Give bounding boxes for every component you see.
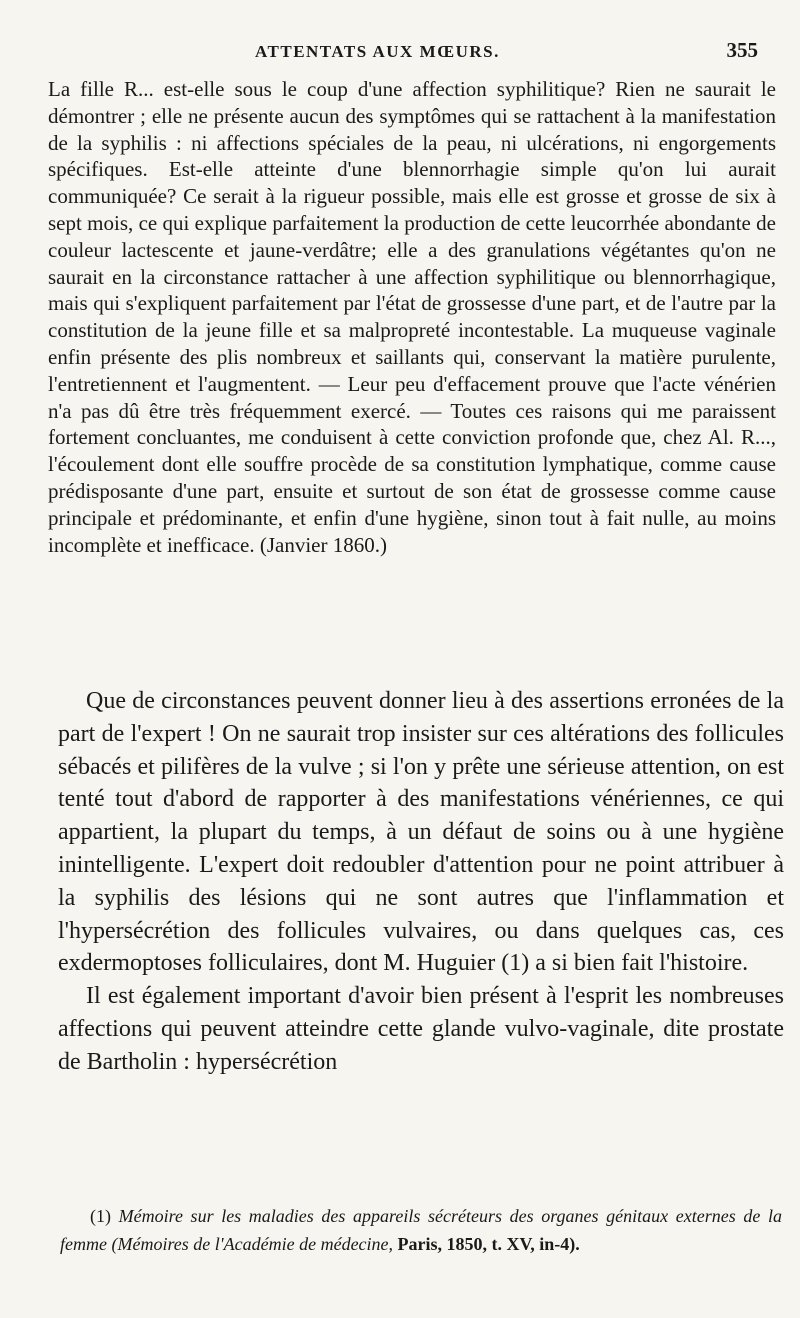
footnote-mark: (1) [90, 1206, 111, 1226]
body-paragraph-1: Que de circonstances peuvent donner lieu à des assertions erronées de la part de l'expert ! On ne saurait trop insister sur ces altérations des follicules sébacés et pilifères de la vulve ; si l'on y prête une sérieuse attention, on est tenté tout d'abord de rapporter à des manifestations vénériennes, ce qui appartient, la plupart du temps, à un défaut de soins ou à une hygiène inintelligente. L'expert doit redoubler d'attention pour ne point attribuer à la syphilis des lésions qui ne sont autres que l'inflammation et l'hypersécrétion des follicules vulvaires, ou dans quelques cas, ces exdermoptoses folliculaires, dont M. Huguier (1) a si bien fait l'histoire. [58, 688, 784, 977]
quoted-report [48, 76, 776, 558]
body-paragraph-2: Il est également important d'avoir bien présent à l'esprit les nombreuses affections qui peuvent atteindre cette glande vulvo-vaginale, dite prostate de Bartholin : hypersécrétion [58, 983, 784, 1075]
running-head [62, 38, 782, 68]
footnote-text: Mémoire sur les maladies des appareils sécréteurs des organes génitaux externes de la femme (Mémoires de l'Académie de médecine, [60, 1206, 782, 1254]
footnote-citation: Paris, 1850, t. XV, in-4). [397, 1234, 580, 1254]
running-title: ATTENTATS AUX MŒURS. [255, 42, 500, 61]
footnote [60, 1202, 782, 1258]
quoted-paragraph: La fille R... est-elle sous le coup d'une affection syphilitique? Rien ne saurait le démontrer ; elle ne présente aucun des symptômes qui se rattachent à la manifestation de la syphilis : ni affections spéciales de la peau, ni ulcérations, ni engorgements spécifiques. Est-elle atteinte d'une blennorrhagie simple qu'on lui aurait communiquée? Ce serait à la rigueur possible, mais elle est grosse et grosse de six à sept mois, ce qui explique parfaitement la production de cette leucorrhée abondante de couleur lactescente et jaune-verdâtre; elle a des granulations végétantes qu'on ne saurait en la circonstance rattacher à une affection syphilitique ou blennorrhagique, mais qui s'expliquent parfaitement par l'état de grossesse d'une part, et de l'autre par la constitution de la jeune fille et sa malpropreté incontestable. La muqueuse vaginale enfin présente des plis nombreux et saillants qui, conservant la matière purulente, l'entretiennent et l'augmentent. — Leur peu d'effacement prouve que l'acte vénérien n'a pas dû être très fréquemment exercé. — Toutes ces raisons qui me paraissent fortement concluantes, me conduisent à cette conviction profonde que, chez Al. R..., l'écoulement dont elle souffre procède de sa constitution lymphatique, comme cause prédisposante d'une part, ensuite et surtout de son état de grossesse comme cause principale et prédominante, et enfin d'une hygiène, sinon tout à fait nulle, au moins incomplète et inefficace. (Janvier 1860.) [48, 77, 776, 557]
page-number: 355 [726, 38, 758, 62]
main-text [58, 685, 784, 1079]
